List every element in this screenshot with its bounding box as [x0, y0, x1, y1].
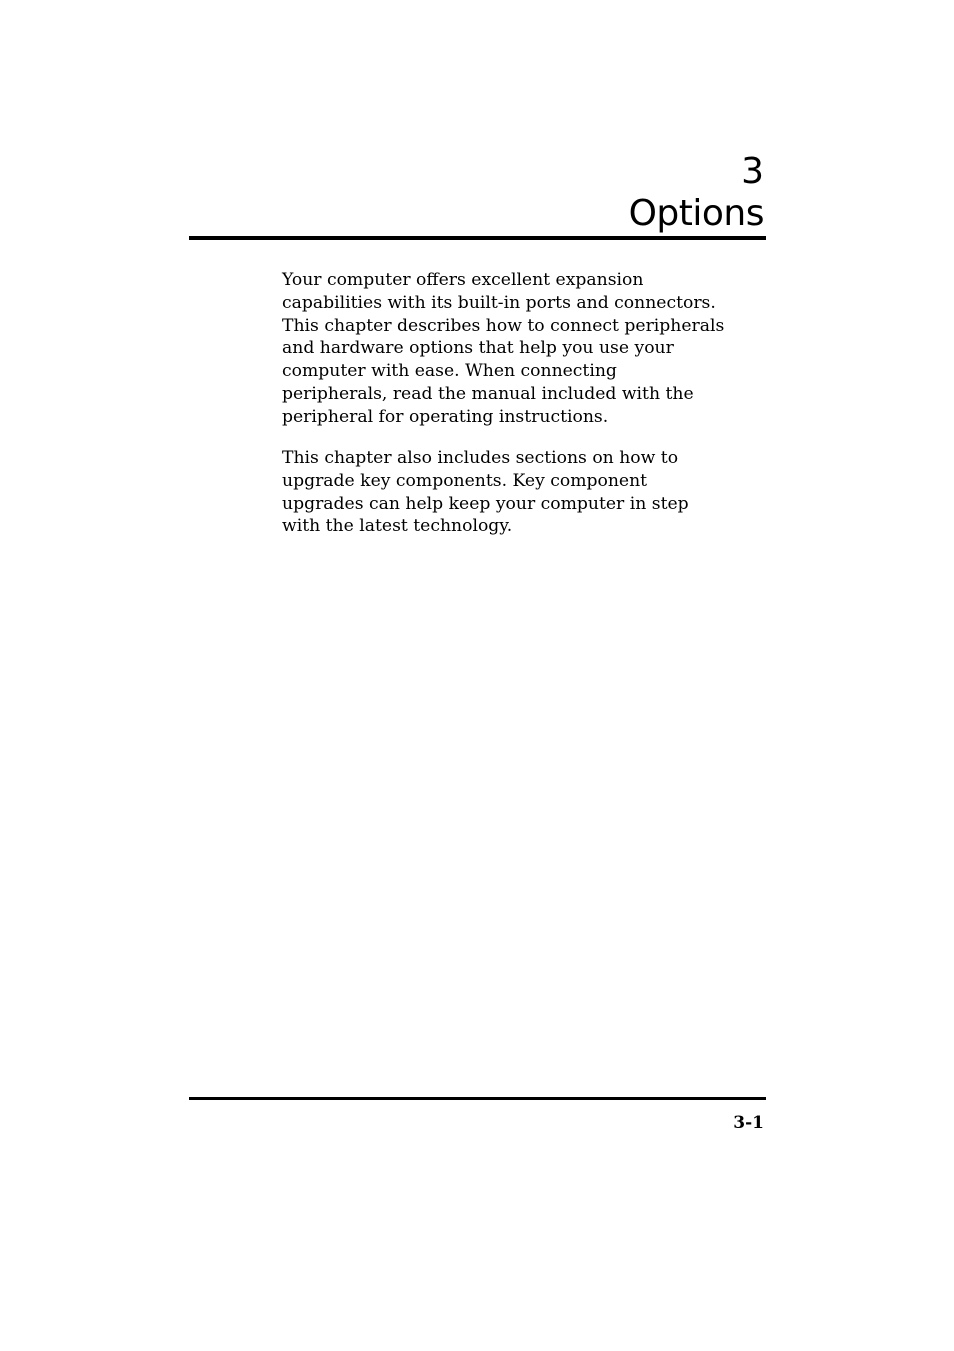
footer-rule: [189, 1097, 766, 1100]
intro-paragraph-2: This chapter also includes sections on how to upgrade key components. Key component upgrades can help keep your computer in step with the latest technology.: [282, 448, 689, 537]
chapter-number: 3: [741, 151, 764, 192]
chapter-intro: [282, 269, 772, 557]
intro-paragraph-1: Your computer offers excellent expansion capabilities with its built-in ports and connectors. This chapter describes how to connect peripherals and hardware options that help you use your computer with ease. When connecting peripherals, read the manual included with the peripheral for operating instructions.: [282, 270, 725, 427]
chapter-title: Options: [628, 193, 764, 234]
page-number: 3-1: [733, 1113, 764, 1133]
header-rule: [189, 236, 766, 240]
